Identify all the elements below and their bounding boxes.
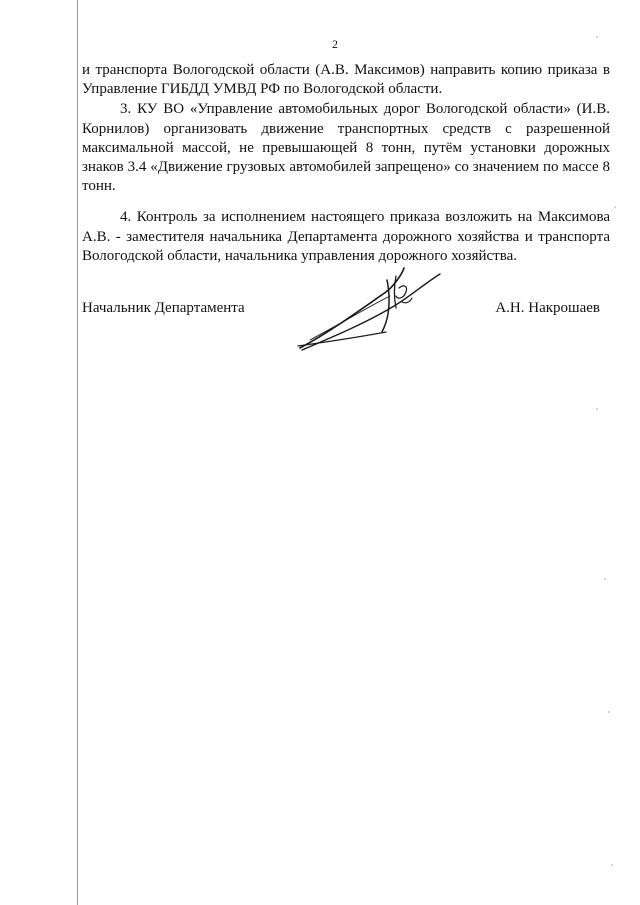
scan-speck: [614, 206, 616, 208]
scan-speck: [596, 408, 598, 410]
scan-speck: [596, 36, 598, 38]
signatory-title: Начальник Департамента: [82, 300, 245, 316]
paragraph-continuation: и транспорта Вологодской области (А.В. Максимов) направить копию приказа в Управление ГИБДД УМВД РФ по Вологодской области.: [82, 62, 610, 98]
scan-margin-line: [77, 0, 78, 905]
paragraph-item-3: 3. КУ ВО «Управление автомобильных дорог Вологодской области» (И.В. Корнилов) организовать движение транспортных средств с разрешенной максимальной массой, не превышающей 8 тонн, путём установки дорожных знаков 3.4 «Движение грузовых автомобилей запрещено» со значением по массе 8 тонн.: [82, 101, 610, 195]
paragraph-item-4: 4. Контроль за исполнением настоящего приказа возложить на Максимова А.В. - заместителя начальника Департамента дорожного хозяйства и транспорта Вологодской области, начальника управления дорожного хозяйства.: [82, 209, 610, 264]
signatory-name: А.Н. Накрошаев: [495, 300, 600, 316]
scan-speck: [604, 578, 606, 580]
scan-speck: [608, 711, 610, 713]
page-number: 2: [332, 37, 338, 51]
handwritten-signature: [290, 262, 450, 357]
scan-speck: [611, 864, 613, 866]
document-body: [82, 61, 610, 266]
